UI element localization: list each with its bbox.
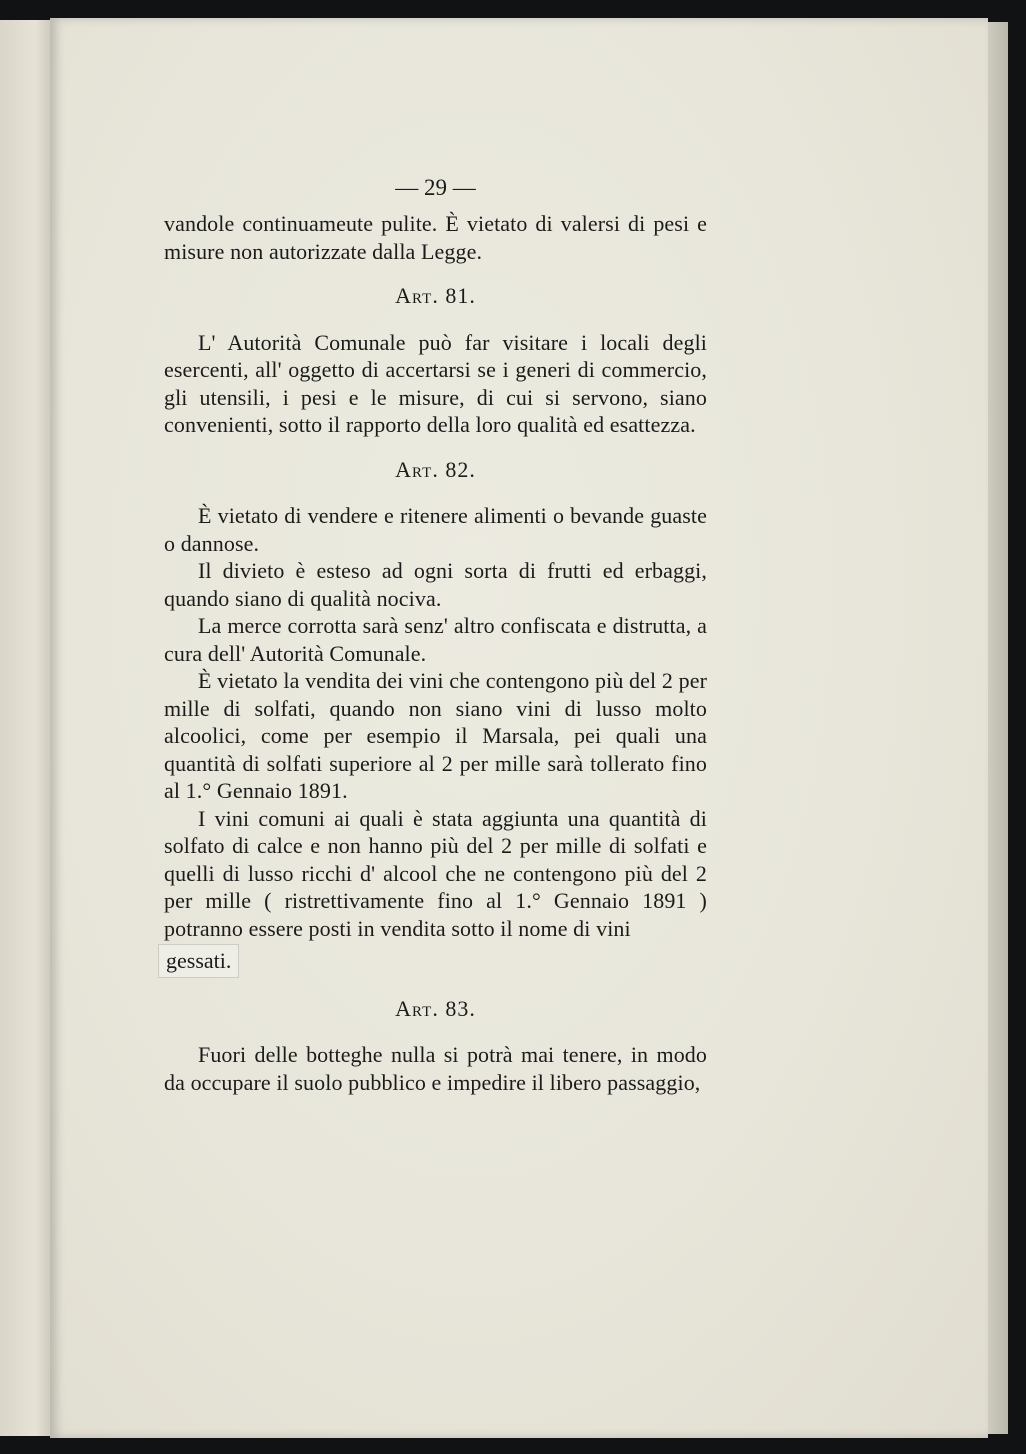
article-82-paragraph-5: I vini comuni ai quali è stata aggiunta una quantità di solfato di calce e non hanno più del 2 per mille di solfati e quelli di lusso ricchi d' alcool che ne contengono più del 2 per mille ( ristrettivamente fino al 1.° Gennaio 1891 ) potranno essere posti in vendita sotto il nome di vini (164, 805, 707, 941)
boxed-word-line (164, 942, 707, 978)
article-81-heading: Art. 81. (395, 283, 476, 308)
article-81-paragraph: L' Autorità Comunale può far visitare i locali degli esercenti, all' oggetto di accertarsi se i generi di commercio, gli utensili, i pesi e le misure, di cui si servono, siano convenienti, sotto il rapporto della loro qualità ed esattezza. (164, 329, 707, 437)
intro-paragraph: vandole continuameute pulite. È vietato di valersi di pesi e misure non autorizzate dalla Legge. (164, 211, 707, 264)
page-text (164, 170, 707, 1096)
article-82-paragraph-4: È vietato la vendita dei vini che contengono più del 2 per mille di solfati, quando non siano vini di lusso molto alcoolici, come per esempio il Marsala, pei quali una quantità di solfati superiore al 2 per mille sarà tollerato fino al 1.° Gennaio 1891. (164, 668, 707, 803)
article-83-paragraph: Fuori delle botteghe nulla si potrà mai tenere, in modo da occupare il suolo pubblico e impedire il libero passaggio, (164, 1042, 707, 1095)
article-82-paragraph-2: Il divieto è esteso ad ogni sorta di frutti ed erbaggi, quando siano di qualità nociva. (164, 558, 707, 611)
page-number: — 29 — (395, 175, 476, 200)
page-stack-edge (988, 22, 1008, 1434)
article-82-paragraph-3: La merce corrotta sarà senz' altro confiscata e distrutta, a cura dell' Autorità Comunale. (164, 613, 707, 666)
article-82-paragraph-1: È vietato di vendere e ritenere alimenti o bevande guaste o dannose. (164, 503, 707, 556)
boxed-word-gessati: gessati. (158, 944, 239, 978)
previous-page-edge (0, 20, 51, 1436)
article-82-heading: Art. 82. (395, 456, 476, 482)
article-83-heading: Art. 83. (395, 995, 476, 1021)
